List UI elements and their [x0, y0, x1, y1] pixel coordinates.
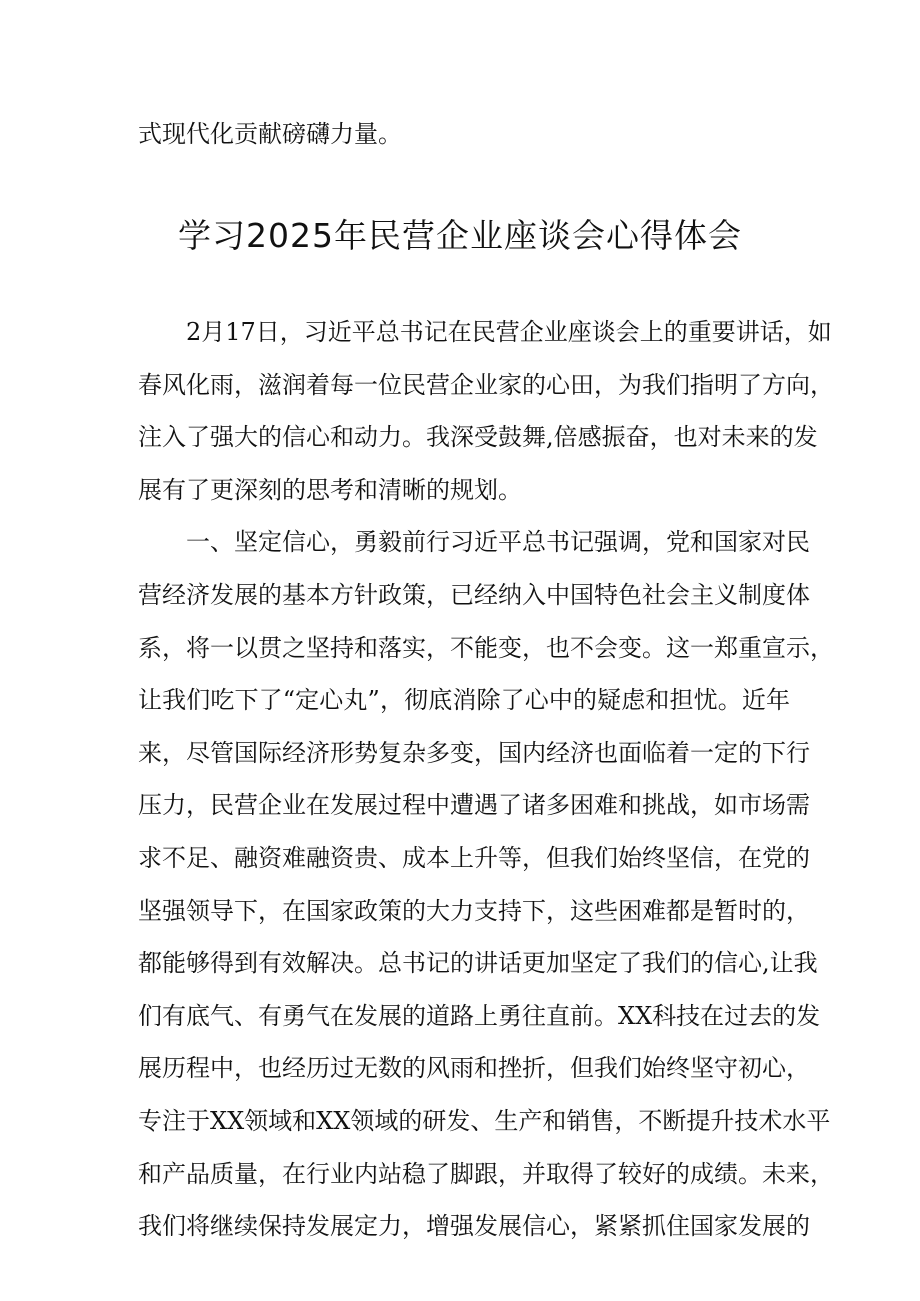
- paragraph-2-line: 压力，民营企业在发展过程中遭遇了诸多困难和挑战，如市场需: [138, 791, 810, 820]
- paragraph-2-line: 专注于XX领域和XX领域的研发、生产和销售，不断提升技术水平: [138, 1106, 831, 1135]
- paragraph-2-line: 系，将一以贯之坚持和落实，不能变，也不会变。这一郑重宣示，: [138, 633, 834, 662]
- body-text: [138, 306, 834, 1253]
- paragraph-2-line: 和产品质量，在行业内站稳了脚跟，并取得了较好的成绩。未来，: [138, 1159, 834, 1188]
- paragraph-2-line: 们有底气、有勇气在发展的道路上勇往直前。XX科技在过去的发: [138, 1001, 821, 1030]
- paragraph-1-line: 展有了更深刻的思考和清晰的规划。: [138, 475, 522, 504]
- paragraph-2-line: 求不足、融资难融资贵、成本上升等，但我们始终坚信，在党的: [138, 843, 810, 872]
- paragraph-2-line: 一、坚定信心，勇毅前行习近平总书记强调，党和国家对民: [186, 528, 810, 557]
- page-title: 学习2025年民营企业座谈会心得体会: [178, 216, 742, 255]
- paragraph-2-line: 展历程中，也经历过无数的风雨和挫折，但我们始终坚守初心，: [138, 1054, 810, 1083]
- paragraph-2-line: 来，尽管国际经济形势复杂多变，国内经济也面临着一定的下行: [138, 738, 810, 767]
- carry-over-line: 式现代化贡献磅礴力量。: [138, 120, 402, 148]
- paragraph-1-line: 2月17日，习近平总书记在民营企业座谈会上的重要讲话，如: [186, 318, 832, 346]
- paragraph-2-line: 营经济发展的基本方针政策，已经纳入中国特色社会主义制度体: [138, 580, 810, 609]
- paragraph-2-line: 让我们吃下了“定心丸”，彻底消除了心中的疑虑和担忧。近年: [138, 686, 790, 715]
- paragraph-1-line: 注入了强大的信心和动力。我深受鼓舞,倍感振奋，也对未来的发: [138, 423, 818, 452]
- paragraph-2-line: 我们将继续保持发展定力，增强发展信心，紧紧抓住国家发展的: [138, 1212, 810, 1241]
- paragraph-1-line: 春风化雨，滋润着每一位民营企业家的心田，为我们指明了方向，: [138, 370, 834, 399]
- paragraph-2-line: 坚强领导下，在国家政策的大力支持下，这些困难都是暂时的，: [138, 896, 810, 925]
- paragraph-2-line: 都能够得到有效解决。总书记的讲话更加坚定了我们的信心,让我: [138, 949, 818, 978]
